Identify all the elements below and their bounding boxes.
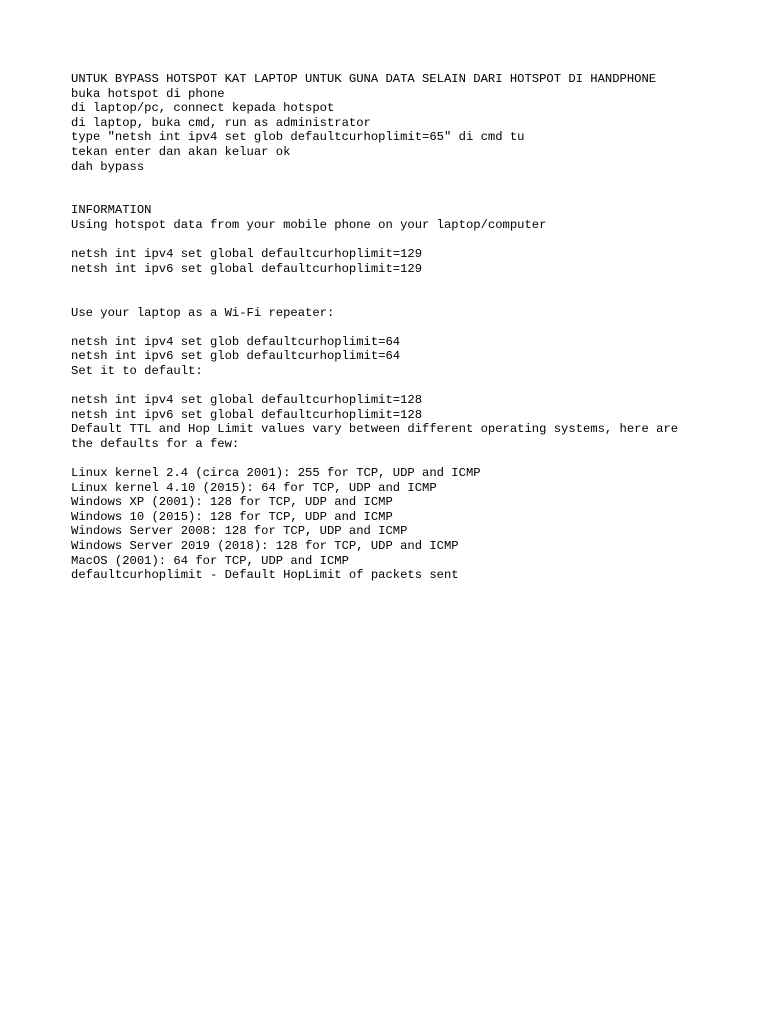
repeater-command: netsh int ipv6 set glob defaultcurhoplimit=64 xyxy=(71,349,401,364)
default-command: netsh int ipv6 set global defaultcurhoplimit=128 xyxy=(71,407,423,422)
blank-line xyxy=(71,189,731,204)
hotspot-command: netsh int ipv4 set global defaultcurhoplimit=129 xyxy=(71,247,423,262)
malay-step: dah bypass xyxy=(71,159,145,174)
malay-section xyxy=(71,72,731,174)
default-command: netsh int ipv4 set global defaultcurhoplimit=128 xyxy=(71,393,423,408)
blank-line xyxy=(71,320,731,335)
os-default-item: Windows XP (2001): 128 for TCP, UDP and ICMP xyxy=(71,495,393,510)
os-default-item: Windows Server 2019 (2018): 128 for TCP, UDP and ICMP xyxy=(71,539,459,553)
ttl-note: the defaults for a few: xyxy=(71,436,240,451)
os-default-item: Windows Server 2008: 128 for TCP, UDP and ICMP xyxy=(71,524,408,539)
blank-line xyxy=(71,276,731,291)
malay-step: type "netsh int ipv4 set glob defaultcurhoplimit=65" di cmd tu xyxy=(71,130,525,145)
os-default-item: Linux kernel 2.4 (circa 2001): 255 for TCP, UDP and ICMP xyxy=(71,466,481,481)
malay-step: buka hotspot di phone xyxy=(71,86,225,101)
document-page xyxy=(71,72,731,583)
os-default-item: Linux kernel 4.10 (2015): 64 for TCP, UDP and ICMP xyxy=(71,480,437,495)
malay-step: di laptop, buka cmd, run as administrator xyxy=(71,115,371,130)
default-intro: Set it to default: xyxy=(71,363,203,378)
malay-step: di laptop/pc, connect kepada hotspot xyxy=(71,101,335,116)
os-default-item: Windows 10 (2015): 128 for TCP, UDP and ICMP xyxy=(71,509,393,524)
malay-heading: UNTUK BYPASS HOTSPOT KAT LAPTOP UNTUK GUNA DATA SELAIN DARI HOTSPOT DI HANDPHONE xyxy=(71,72,657,86)
blank-line xyxy=(71,291,731,306)
ttl-note: Default TTL and Hop Limit values vary between different operating systems, here are xyxy=(71,422,679,437)
blank-line xyxy=(71,378,731,393)
malay-step: tekan enter dan akan keluar ok xyxy=(71,144,291,159)
information-section xyxy=(71,203,731,582)
information-heading: INFORMATION xyxy=(71,203,152,218)
os-default-item: MacOS (2001): 64 for TCP, UDP and ICMP xyxy=(71,553,349,568)
footer-note: defaultcurhoplimit - Default HopLimit of packets sent xyxy=(71,568,459,583)
blank-line xyxy=(71,233,731,248)
blank-line xyxy=(71,174,731,189)
repeater-intro: Use your laptop as a Wi-Fi repeater: xyxy=(71,305,335,320)
blank-line xyxy=(71,451,731,466)
information-intro: Using hotspot data from your mobile phone on your laptop/computer xyxy=(71,217,547,232)
repeater-command: netsh int ipv4 set glob defaultcurhoplimit=64 xyxy=(71,334,401,349)
hotspot-command: netsh int ipv6 set global defaultcurhoplimit=129 xyxy=(71,261,423,276)
